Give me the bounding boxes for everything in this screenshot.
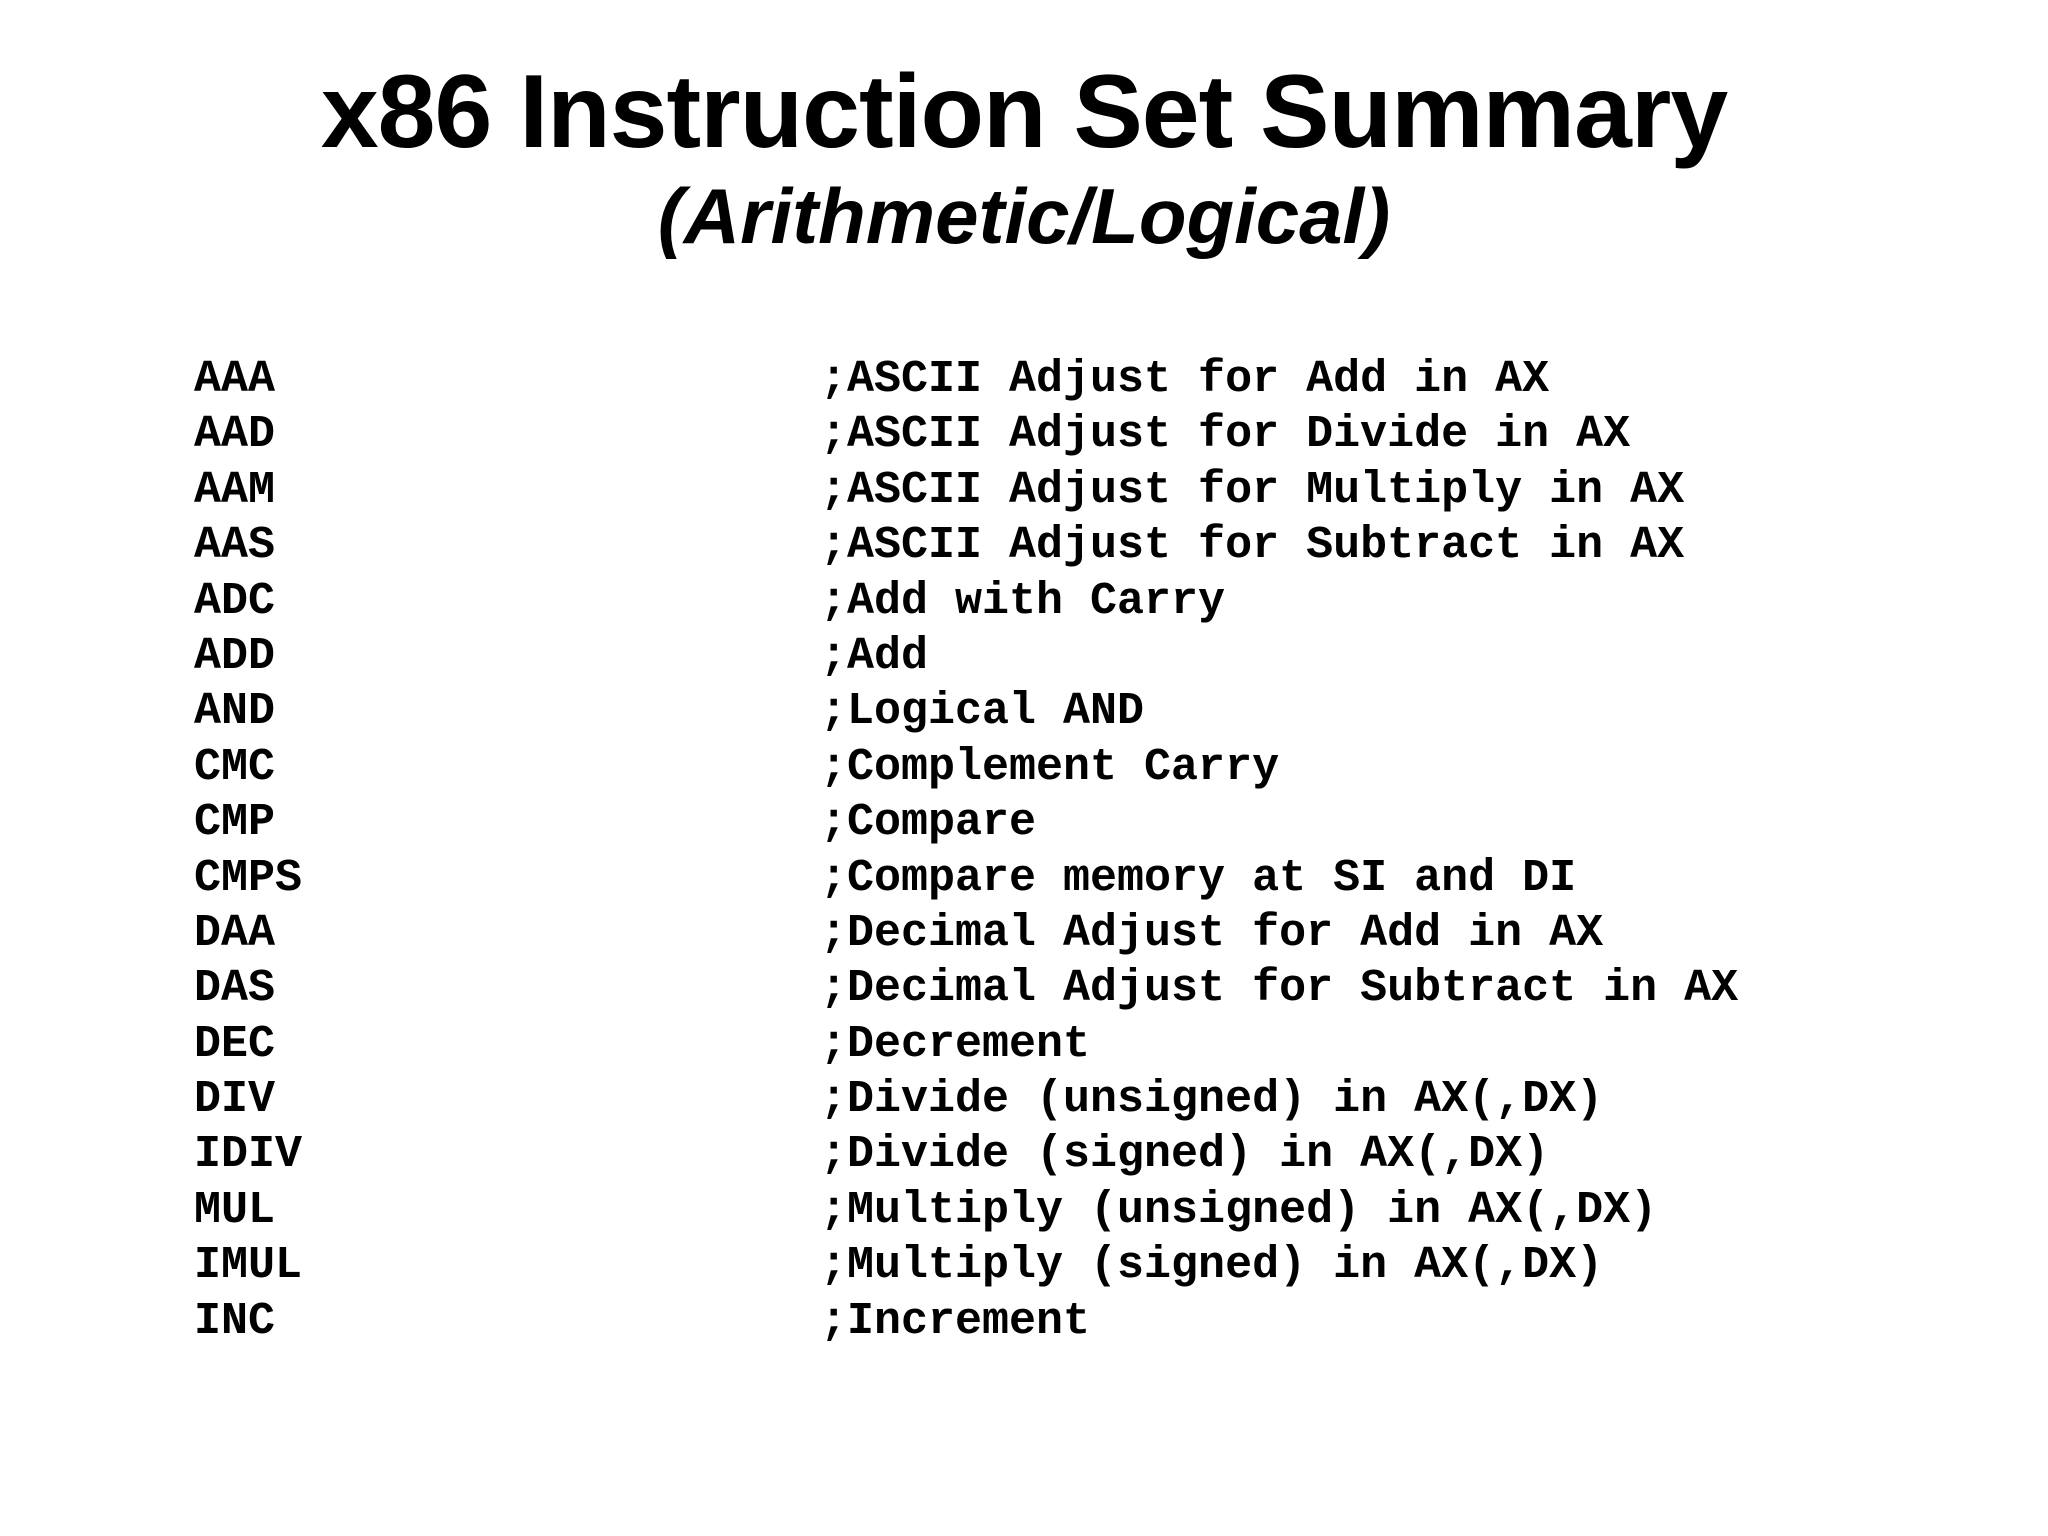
instruction-comment: ;Add [820, 630, 929, 682]
instruction-mnemonic: CMP [194, 797, 276, 849]
slide-subtitle: (Arithmetic/Logical) [657, 172, 1391, 260]
instruction-row [194, 1072, 1604, 1127]
instruction-comment: ;Decimal Adjust for Subtract in AX [820, 963, 1739, 1015]
instruction-comment: ;Divide (signed) in AX(,DX) [820, 1129, 1550, 1181]
instruction-mnemonic: IDIV [194, 1129, 303, 1181]
instruction-comment: ;Add with Carry [820, 575, 1226, 627]
instruction-mnemonic: AAS [194, 520, 276, 572]
instruction-row [194, 961, 1739, 1016]
instruction-row [194, 574, 1226, 629]
instruction-row [194, 851, 1577, 906]
instruction-comment: ;ASCII Adjust for Divide in AX [820, 409, 1631, 461]
instruction-comment: ;Divide (unsigned) in AX(,DX) [820, 1074, 1604, 1126]
instruction-list [194, 352, 1739, 1349]
instruction-row [194, 629, 929, 684]
instruction-mnemonic: DIV [194, 1074, 276, 1126]
instruction-row [194, 684, 1145, 739]
instruction-comment: ;ASCII Adjust for Multiply in AX [820, 464, 1685, 516]
instruction-mnemonic: DEC [194, 1018, 276, 1070]
instruction-row [194, 1127, 1550, 1182]
instruction-row [194, 407, 1631, 462]
instruction-row [194, 1183, 1658, 1238]
instruction-mnemonic: CMPS [194, 852, 303, 904]
instruction-mnemonic: AND [194, 686, 276, 738]
instruction-comment: ;Complement Carry [820, 741, 1280, 793]
slide-title: x86 Instruction Set Summary [320, 54, 1728, 170]
instruction-row [194, 740, 1280, 795]
instruction-mnemonic: INC [194, 1295, 276, 1347]
instruction-mnemonic: DAS [194, 963, 276, 1015]
instruction-row [194, 518, 1685, 573]
instruction-comment: ;Increment [820, 1295, 1091, 1347]
instruction-mnemonic: DAA [194, 907, 276, 959]
instruction-mnemonic: CMC [194, 741, 276, 793]
instruction-comment: ;ASCII Adjust for Add in AX [820, 354, 1550, 405]
instruction-mnemonic: ADD [194, 630, 276, 682]
instruction-comment: ;Decimal Adjust for Add in AX [820, 907, 1604, 959]
instruction-comment: ;Multiply (signed) in AX(,DX) [820, 1240, 1604, 1292]
instruction-comment: ;Multiply (unsigned) in AX(,DX) [820, 1184, 1658, 1236]
instruction-row [194, 1017, 1091, 1072]
instruction-comment: ;ASCII Adjust for Subtract in AX [820, 520, 1685, 572]
instruction-mnemonic: IMUL [194, 1240, 303, 1292]
instruction-row [194, 463, 1685, 518]
instruction-comment: ;Logical AND [820, 686, 1145, 738]
instruction-comment: ;Compare memory at SI and DI [820, 852, 1577, 904]
instruction-mnemonic: ADC [194, 575, 276, 627]
instruction-row [194, 352, 1550, 407]
instruction-row [194, 1294, 1091, 1349]
instruction-row [194, 795, 1037, 850]
instruction-row [194, 906, 1604, 961]
instruction-comment: ;Decrement [820, 1018, 1091, 1070]
instruction-mnemonic: AAD [194, 409, 276, 461]
instruction-mnemonic: MUL [194, 1184, 276, 1236]
instruction-mnemonic: AAM [194, 464, 276, 516]
instruction-row [194, 1238, 1604, 1293]
instruction-mnemonic: AAA [194, 354, 276, 405]
instruction-comment: ;Compare [820, 797, 1037, 849]
